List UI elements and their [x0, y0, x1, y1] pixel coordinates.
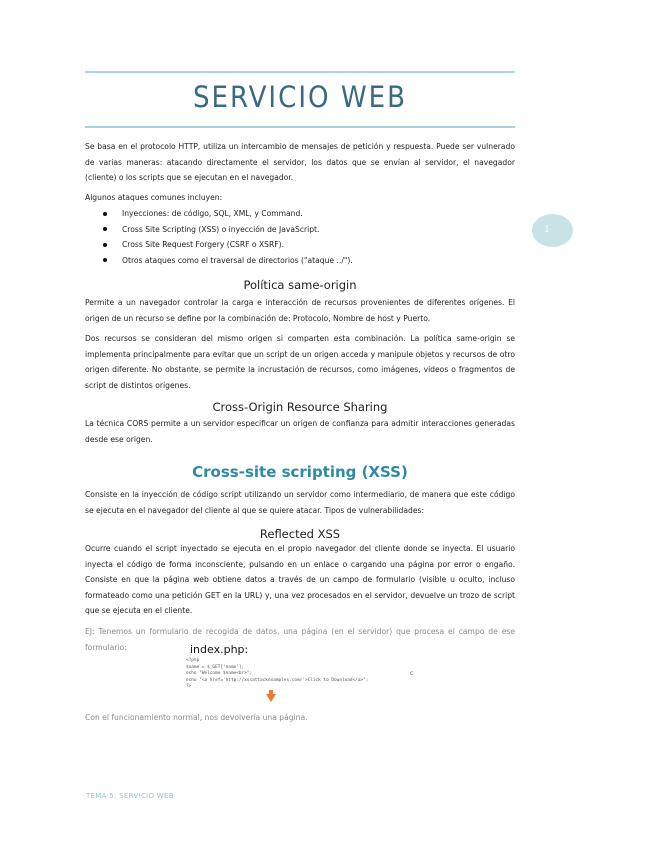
bullet-icon [103, 227, 107, 231]
reflected-p1: Ocurre cuando el script inyectado se ejecuta en el propio navegador del cliente donde se inyecta. El usuario inyecta el código de forma inconsciente, pulsando en un enlace o cargando una página por error o engaño. Consiste en que la página web obtiene datos a través de un campo de formulario (visible u oculto, incluso formateado como una petición GET en la URL) y, una vez procesados en el servidor, devuelve un trozo de script que se ejecuta en el cliente. [85, 544, 515, 615]
title-underline [85, 126, 515, 128]
list-item: Cross Site Scripting (XSS) o inyección de JavaScript. [100, 222, 500, 238]
list-item: Cross Site Request Forgery (CSRF o XSRF). [100, 237, 500, 253]
top-rule [85, 71, 515, 73]
code-line: <?php [186, 658, 200, 663]
bullet-icon [103, 212, 107, 216]
code-marker: c [410, 670, 414, 677]
arrow-down-icon [266, 694, 276, 702]
page-title: SERVICIO WEB [192, 80, 408, 114]
bullet-icon [103, 258, 107, 262]
code-line: echo "Welcome $name<br>"; [186, 671, 253, 677]
after-example-text: Con el funcionamiento normal, nos devolvería una página. [85, 713, 308, 722]
attacks-list [100, 206, 500, 268]
code-line: ?> [186, 684, 192, 690]
cors-heading: Cross-Origin Resource Sharing [212, 400, 388, 414]
xss-p1: Consiste en la inyección de código script utilizando un servidor como intermediario, de manera que este código se ejecuta en el navegador del cliente al que se quiere atacar. Tipos de vulnerabilidades: [85, 490, 515, 515]
same-origin-p1: Permite a un navegador controlar la carga e interacción de recursos provenientes de diferentes orígenes. El origen de un recurso se define por la combinación de: Protocolo, Nombre de host y Puerto. [85, 298, 515, 323]
list-item: Inyecciones: de código, SQL, XML, y Command. [100, 206, 500, 222]
page-number-badge: 1 [532, 214, 573, 247]
intro-paragraph: Se basa en el protocolo HTTP, utiliza un intercambio de mensajes de petición y respuesta. Puede ser vulnerado de varias maneras: atacando directamente el servidor, los datos que se envían al servidor, el navegador (cliente) o los scripts que se ejecutan en el navegador. [85, 142, 515, 182]
code-line: echo "<a href='http://xssattackexamples.com/'>Click to Download</a>"; [186, 677, 369, 683]
example-text: EJ: Tenemos un formulario de recogida de datos, una página (en el servidor) que procesa el campo de ese formulario: [85, 627, 515, 652]
xss-heading: Cross-site scripting (XSS) [192, 463, 408, 481]
code-line: $name = $_GET['name']; [186, 664, 245, 670]
same-origin-heading: Política same-origin [243, 278, 357, 292]
page-footer: TEMA 5: SERVICIO WEB [86, 792, 174, 800]
same-origin-p2: Dos recursos se consideran del mismo origen si comparten esta combinación. La política same-origin se implementa principalmente para evitar que un script de un origen acceda y manipule objetos y recursos de otro origen diferente. No obstante, se permite la incrustación de recursos, como imágenes, videos o fragmentos de script de distintos orígenes. [85, 334, 515, 390]
code-snippet [186, 658, 424, 698]
reflected-heading: Reflected XSS [259, 527, 341, 541]
bullet-icon [103, 243, 107, 247]
cors-p1: La técnica CORS permite a un servidor especificar un origen de confianza para admitir interacciones generadas desde ese origen. [85, 419, 515, 444]
attacks-intro: Algunos ataques comunes incluyen: [85, 193, 223, 202]
code-filename: index.php: [190, 643, 249, 656]
list-item: Otros ataques como el traversal de directorios ("ataque ../"). [100, 253, 500, 269]
